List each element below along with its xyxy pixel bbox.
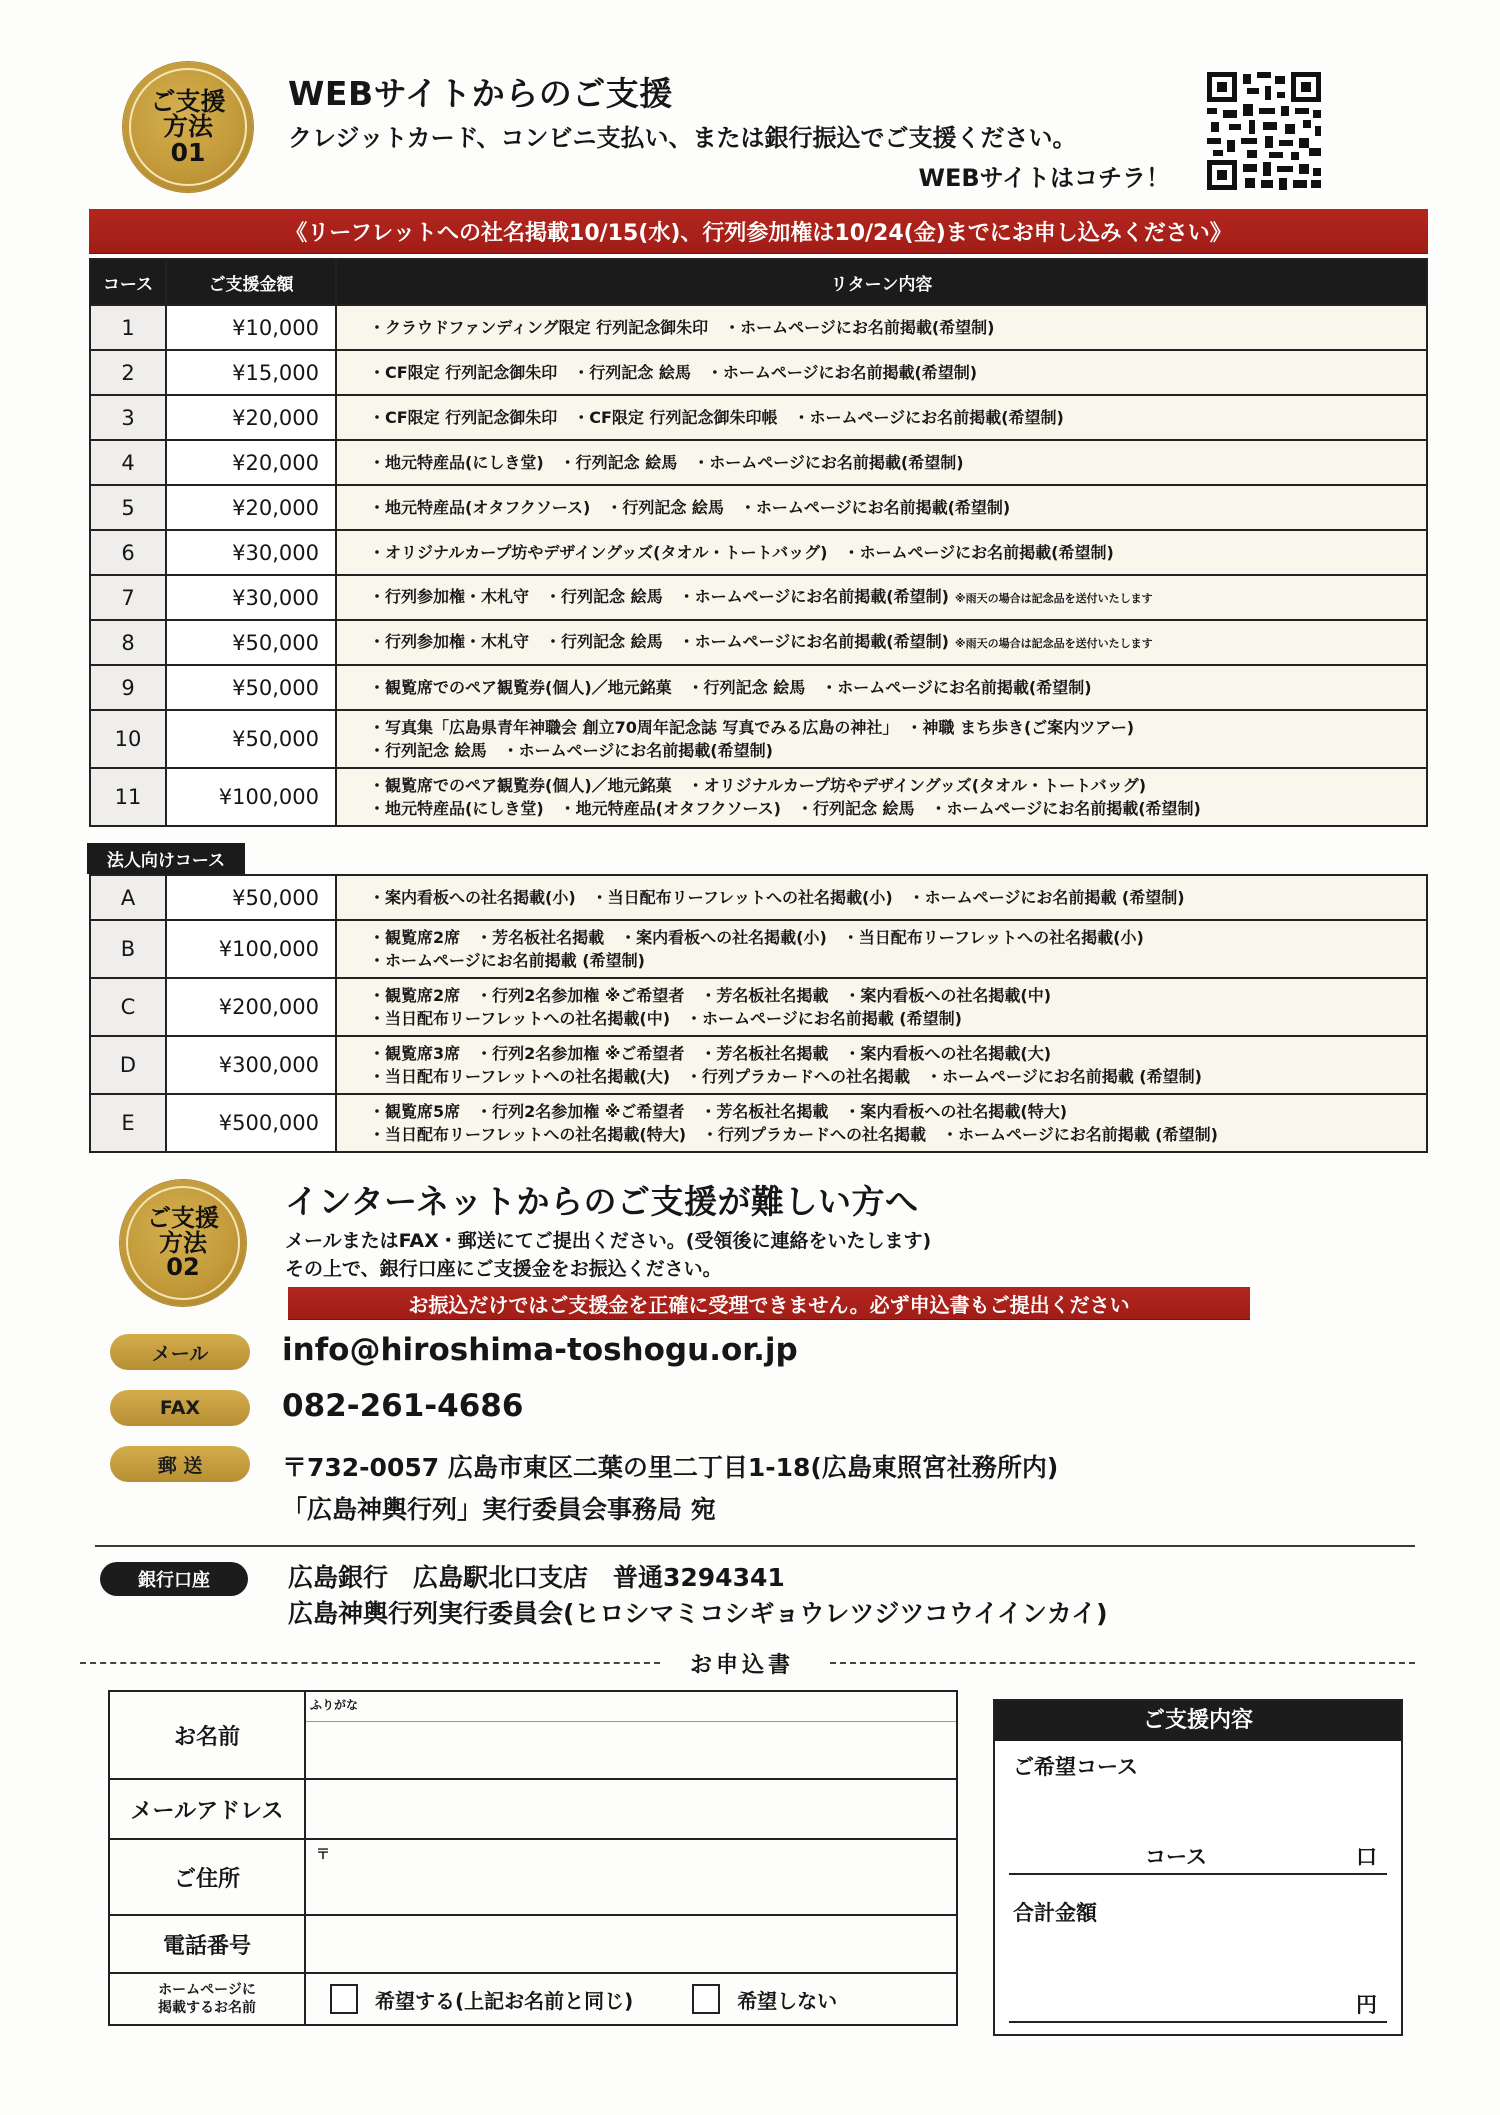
return-text: ・地元特産品(にしき堂) ・行列記念 絵馬 ・ホームページにお名前掲載(希望制): [369, 453, 964, 472]
course-returns: [336, 620, 1427, 665]
header-amount: ご支援金額: [166, 259, 336, 305]
return-line: [369, 1100, 1426, 1123]
course-row: [90, 710, 1427, 768]
course-number: 5: [90, 485, 166, 530]
post-label-pill: [110, 1446, 250, 1482]
method-badge-02: [120, 1180, 246, 1306]
return-text: ・写真集「広島県青年神職会 創立70周年記念誌 写真でみる広島の神社」 ・神職 まち歩き(ご案内ツアー): [369, 718, 1135, 737]
course-label: ご希望コース: [1013, 1755, 1138, 1779]
course-returns: [336, 485, 1427, 530]
method2-line2: その上で、銀行口座にご支援金をお振込ください。: [285, 1258, 722, 1280]
return-line: [369, 451, 1426, 474]
course-row: [90, 485, 1427, 530]
form-row-homepage: [109, 1973, 957, 2025]
course-amount: ¥20,000: [166, 485, 336, 530]
course-row: [90, 350, 1427, 395]
return-line: [369, 316, 1426, 339]
unit-suffix: 口: [1356, 1845, 1377, 1869]
return-text: ・ホームページにお名前掲載 (希望制): [369, 951, 645, 970]
return-text: ・地元特産品(オタフクソース) ・行列記念 絵馬 ・ホームページにお名前掲載(希望制): [369, 498, 1011, 517]
email-label: メールアドレス: [109, 1779, 305, 1839]
form-divider-right: [830, 1662, 1415, 1664]
course-amount: ¥20,000: [166, 440, 336, 485]
corporate-course-row: [90, 920, 1427, 978]
post-label: 郵 送: [157, 1454, 203, 1477]
course-returns: [336, 920, 1427, 978]
method-badge-01: [123, 62, 253, 192]
return-text: ・観覧席でのペア観覧券(個人)／地元銘菓 ・行列記念 絵馬 ・ホームページにお名前掲載(希望制): [369, 678, 1092, 697]
return-line: [369, 739, 1426, 762]
homepage-label-line1: ホームページに: [158, 1982, 256, 1998]
corporate-course-row: [90, 1094, 1427, 1152]
course-returns: [336, 350, 1427, 395]
address-label: ご住所: [109, 1839, 305, 1915]
support-header: ご支援内容: [995, 1701, 1401, 1741]
corporate-courses-tab: [87, 843, 245, 874]
course-amount: ¥500,000: [166, 1094, 336, 1152]
rain-note: ※雨天の場合は記念品を送付いたします: [954, 592, 1153, 605]
course-row: [90, 620, 1427, 665]
form-row-email: [109, 1779, 957, 1839]
return-line: [369, 585, 1426, 610]
course-row: [90, 768, 1427, 826]
return-text: ・行列参加権・木札守 ・行列記念 絵馬 ・ホームページにお名前掲載(希望制): [369, 587, 949, 606]
address-field[interactable]: [305, 1839, 957, 1915]
return-line: [369, 676, 1426, 699]
course-amount: ¥50,000: [166, 710, 336, 768]
course-number: D: [90, 1036, 166, 1094]
header-returns: リターン内容: [336, 259, 1427, 305]
form-row-name: [109, 1691, 957, 1779]
course-input-line[interactable]: [1009, 1873, 1387, 1875]
name-label: お名前: [109, 1691, 305, 1779]
course-number: 10: [90, 710, 166, 768]
return-line: [369, 926, 1426, 949]
application-form: [108, 1690, 958, 2026]
course-row: [90, 305, 1427, 350]
return-text: ・観覧席3席 ・行列2名参加権 ※ご希望者 ・芳名板社名掲載 ・案内看板への社名掲載(大): [369, 1044, 1052, 1063]
return-text: ・観覧席5席 ・行列2名参加権 ※ご希望者 ・芳名板社名掲載 ・案内看板への社名掲載(特大): [369, 1102, 1068, 1121]
courses-table: [89, 258, 1428, 827]
course-row: [90, 665, 1427, 710]
return-text: ・クラウドファンディング限定 行列記念御朱印 ・ホームページにお名前掲載(希望制): [369, 318, 995, 337]
homepage-label-line2: 掲載するお名前: [158, 2000, 256, 2016]
return-line: [369, 774, 1426, 797]
return-line: [369, 886, 1426, 909]
badge-line: 方法: [162, 112, 213, 142]
warning-banner: [288, 1287, 1250, 1319]
course-number: A: [90, 875, 166, 920]
course-returns: [336, 395, 1427, 440]
form-row-address: [109, 1839, 957, 1915]
name-field[interactable]: [306, 1722, 956, 1776]
return-text: ・オリジナルカープ坊やデザイングッズ(タオル・トートバッグ) ・ホームページにお名前掲載(希望制): [369, 543, 1114, 562]
bank-account-holder: 広島神輿行列実行委員会(ヒロシマミコシギョウレツジツコウイインカイ): [288, 1599, 1108, 1628]
course-number: 8: [90, 620, 166, 665]
courses-header-row: [90, 259, 1427, 305]
return-line: [369, 630, 1426, 655]
return-line: [369, 949, 1426, 972]
return-text: ・当日配布リーフレットへの社名掲載(中) ・ホームページにお名前掲載 (希望制): [369, 1009, 962, 1028]
fax-label: FAX: [159, 1397, 201, 1419]
course-number: 11: [90, 768, 166, 826]
rain-note: ※雨天の場合は記念品を送付いたします: [954, 637, 1153, 650]
return-line: [369, 406, 1426, 429]
return-text: ・観覧席でのペア観覧券(個人)／地元銘菓 ・オリジナルカープ坊やデザイングッズ(タオル・トートバッグ): [369, 776, 1147, 795]
badge-line: 方法: [159, 1228, 207, 1257]
course-number: C: [90, 978, 166, 1036]
return-line: [369, 361, 1426, 384]
course-returns: [336, 1036, 1427, 1094]
form-divider-left: [80, 1662, 660, 1664]
course-returns: [336, 665, 1427, 710]
qr-caption: WEBサイトはコチラ！: [918, 164, 1170, 192]
course-number: 9: [90, 665, 166, 710]
course-number: 1: [90, 305, 166, 350]
course-amount: ¥50,000: [166, 620, 336, 665]
return-text: ・地元特産品(にしき堂) ・地元特産品(オタフクソース) ・行列記念 絵馬 ・ホームページにお名前掲載(希望制): [369, 799, 1201, 818]
course-amount: ¥200,000: [166, 978, 336, 1036]
postal-recipient: 「広島神輿行列」実行委員会事務局 宛: [282, 1495, 716, 1524]
course-number: 2: [90, 350, 166, 395]
header-course: コース: [90, 259, 166, 305]
course-amount: ¥30,000: [166, 530, 336, 575]
course-returns: [336, 978, 1427, 1036]
course-amount: ¥10,000: [166, 305, 336, 350]
corporate-course-row: [90, 1036, 1427, 1094]
course-amount: ¥100,000: [166, 920, 336, 978]
checkbox-wish-no[interactable]: [692, 1984, 720, 2014]
method2-line1: メールまたはFAX・郵送にてご提出ください。(受領後に連絡をいたします): [285, 1230, 932, 1252]
option-yes-label: 希望する(上記お名前と同じ): [374, 1988, 634, 2013]
section-divider: [95, 1545, 1415, 1547]
return-line: [369, 496, 1426, 519]
course-row: [90, 395, 1427, 440]
return-text: ・観覧席2席 ・行列2名参加権 ※ご希望者 ・芳名板社名掲載 ・案内看板への社名掲載(中): [369, 986, 1052, 1005]
return-text: ・観覧席2席 ・芳名板社名掲載 ・案内看板への社名掲載(小) ・当日配布リーフレットへの社名掲載(小): [369, 928, 1144, 947]
course-number: 4: [90, 440, 166, 485]
course-row: [90, 440, 1427, 485]
support-details-box: [993, 1699, 1403, 2036]
course-amount: ¥20,000: [166, 395, 336, 440]
course-amount: ¥30,000: [166, 575, 336, 620]
badge-number: 02: [166, 1253, 200, 1282]
bank-label-pill: [100, 1562, 248, 1596]
return-text: ・当日配布リーフレットへの社名掲載(大) ・行列プラカードへの社名掲載 ・ホームページにお名前掲載 (希望制): [369, 1067, 1202, 1086]
course-returns: [336, 710, 1427, 768]
return-line: [369, 1042, 1426, 1065]
method2-title: インターネットからのご支援が難しい方へ: [285, 1182, 919, 1221]
yen-suffix: 円: [1356, 1993, 1377, 2017]
course-amount: ¥50,000: [166, 665, 336, 710]
mail-label: メール: [151, 1342, 209, 1365]
course-returns: [336, 768, 1427, 826]
method1-subtitle: クレジットカード、コンビニ支払い、または銀行振込でご支援ください。: [288, 124, 1077, 152]
deadline-banner: [89, 209, 1428, 253]
course-row: [90, 575, 1427, 620]
qr-code-icon[interactable]: [1207, 72, 1321, 190]
method1-title: WEBサイトからのご支援: [288, 74, 673, 113]
furigana-field[interactable]: [306, 1692, 956, 1722]
course-number: 3: [90, 395, 166, 440]
return-line: [369, 541, 1426, 564]
bank-label: 銀行口座: [138, 1570, 210, 1591]
corporate-tab-label: 法人向けコース: [106, 851, 226, 871]
return-text: ・案内看板への社名掲載(小) ・当日配布リーフレットへの社名掲載(小) ・ホームページにお名前掲載 (希望制): [369, 888, 1185, 907]
return-line: [369, 1065, 1426, 1088]
course-amount: ¥100,000: [166, 768, 336, 826]
checkbox-wish-yes[interactable]: [330, 1984, 358, 2014]
return-text: ・行列参加権・木札守 ・行列記念 絵馬 ・ホームページにお名前掲載(希望制): [369, 632, 949, 651]
badge-line: ご支援: [147, 1204, 219, 1233]
course-number: B: [90, 920, 166, 978]
return-line: [369, 716, 1426, 739]
total-input-line[interactable]: [1009, 2021, 1387, 2023]
corporate-course-row: [90, 978, 1427, 1036]
return-line: [369, 1007, 1426, 1030]
mail-label-pill: [110, 1334, 250, 1370]
form-title: お申込書: [690, 1653, 795, 1678]
course-returns: [336, 530, 1427, 575]
course-suffix: コース: [1145, 1845, 1207, 1869]
postal-mark: 〒: [316, 1847, 330, 1863]
phone-label: 電話番号: [109, 1915, 305, 1973]
fax-number: 082-261-4686: [282, 1388, 524, 1424]
warning-banner-text: お振込だけではご支援金を正確に受理できません。必ず申込書もご提出ください: [408, 1292, 1130, 1317]
corporate-table: [89, 874, 1428, 1153]
total-label: 合計金額: [1013, 1901, 1097, 1925]
course-returns: [336, 305, 1427, 350]
course-returns: [336, 440, 1427, 485]
return-text: ・CF限定 行列記念御朱印 ・CF限定 行列記念御朱印帳 ・ホームページにお名前掲載(希望制): [369, 408, 1064, 427]
phone-field[interactable]: [305, 1915, 957, 1973]
option-no-label: 希望しない: [737, 1988, 838, 2013]
return-line: [369, 1123, 1426, 1146]
furigana-label: ふりがな: [310, 1698, 359, 1712]
corporate-course-row: [90, 875, 1427, 920]
deadline-banner-text: 《リーフレットへの社名掲載10/15(水)、行列参加権は10/24(金)までにお申し込みください》: [285, 220, 1232, 246]
course-amount: ¥50,000: [166, 875, 336, 920]
course-amount: ¥15,000: [166, 350, 336, 395]
course-number: 6: [90, 530, 166, 575]
form-row-phone: [109, 1915, 957, 1973]
badge-line: ご支援: [150, 86, 226, 116]
course-number: E: [90, 1094, 166, 1152]
fax-label-pill: [110, 1390, 250, 1426]
return-line: [369, 984, 1426, 1007]
postal-address: 〒732-0057 広島市東区二葉の里二丁目1-18(広島東照宮社務所内): [282, 1453, 1059, 1482]
badge-number: 01: [170, 137, 206, 167]
course-number: 7: [90, 575, 166, 620]
email-field[interactable]: [305, 1779, 957, 1839]
course-returns: [336, 1094, 1427, 1152]
course-amount: ¥300,000: [166, 1036, 336, 1094]
course-returns: [336, 875, 1427, 920]
return-line: [369, 797, 1426, 820]
bank-account: 広島銀行 広島駅北口支店 普通3294341: [288, 1563, 785, 1592]
email-link[interactable]: info@hiroshima-toshogu.or.jp: [282, 1332, 798, 1368]
return-text: ・行列記念 絵馬 ・ホームページにお名前掲載(希望制): [369, 741, 773, 760]
course-row: [90, 530, 1427, 575]
course-returns: [336, 575, 1427, 620]
return-text: ・当日配布リーフレットへの社名掲載(特大) ・行列プラカードへの社名掲載 ・ホームページにお名前掲載 (希望制): [369, 1125, 1218, 1144]
return-text: ・CF限定 行列記念御朱印 ・行列記念 絵馬 ・ホームページにお名前掲載(希望制): [369, 363, 978, 382]
